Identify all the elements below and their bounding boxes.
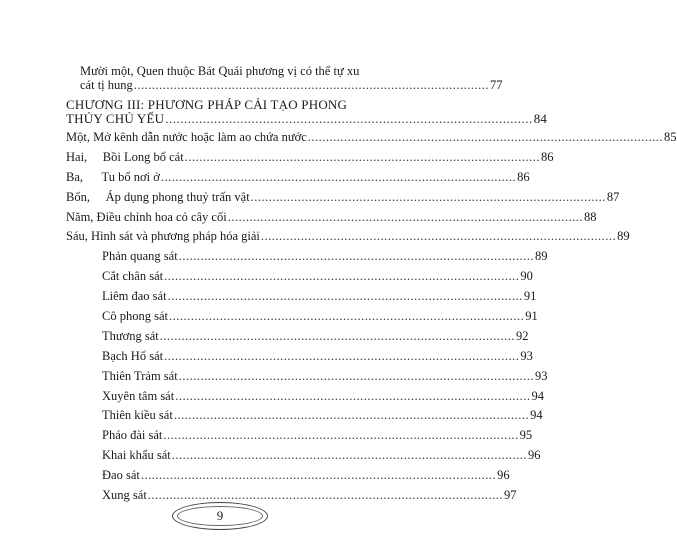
leader-dots: ..................................................................................................: [173, 408, 530, 422]
toc-page-number: 85: [664, 130, 677, 144]
toc-entry-label: cát tị hung: [80, 78, 133, 92]
toc-page-number: 97: [504, 488, 517, 502]
toc-page-number: 86: [540, 150, 554, 164]
toc-page-number: 91: [523, 289, 537, 303]
toc-entry-label: Một, Mở kênh dẫn nước hoặc làm ao chứa nước: [66, 130, 307, 144]
leader-dots: ..................................................................................................: [167, 289, 523, 303]
toc-entry: [66, 190, 620, 204]
toc-entry: [102, 448, 541, 462]
toc-entry: [102, 329, 529, 343]
toc-entry-label: Khai khẩu sát: [102, 448, 171, 462]
toc-entry-label: Cắt chân sát: [102, 269, 164, 283]
toc-entry: [102, 488, 517, 502]
toc-entry: [102, 468, 510, 482]
toc-entry-label: Pháo đài sát: [102, 428, 163, 442]
toc-entry-label: Mười một, Quen thuộc Bát Quái phương vị có thể tự xu: [80, 64, 360, 78]
toc-page-number: 94: [530, 408, 543, 422]
toc-entry-label: Thiên Trảm sát: [102, 369, 178, 383]
toc-entry-label: Bạch Hổ sát: [102, 349, 164, 363]
toc-entry: [102, 309, 538, 323]
toc-page-number: 94: [531, 389, 544, 403]
toc-entry-label: Hai, Bồi Long bổ cát: [66, 150, 184, 164]
leader-dots: ..................................................................................................: [178, 369, 534, 383]
toc-entry: [102, 349, 533, 363]
leader-dots: ..................................................................................................: [159, 329, 516, 343]
toc-page-number: 88: [583, 210, 597, 224]
toc-page-number: 77: [490, 78, 503, 92]
toc-page-number: 91: [525, 309, 538, 323]
toc-page-number: 89: [534, 249, 548, 263]
leader-dots: ..................................................................................................: [163, 428, 519, 442]
toc-entry-label: Phản quang sát: [102, 249, 178, 263]
leader-dots: ..................................................................................................: [168, 309, 525, 323]
toc-page-number: 87: [606, 190, 620, 204]
leader-dots: ..................................................................................................: [133, 78, 490, 92]
toc-entry-label: Cô phong sát: [102, 309, 168, 323]
toc-entry-label: Bốn, Áp dụng phong thuỷ trấn vật: [66, 190, 250, 204]
toc-page-number: 93: [534, 369, 548, 383]
leader-dots: ..................................................................................................: [160, 170, 517, 184]
leader-dots: ..................................................................................................: [227, 210, 583, 224]
toc-entry: [66, 130, 677, 144]
leader-dots: ..................................................................................................: [250, 190, 606, 204]
toc-page-number: 96: [497, 468, 510, 482]
leader-dots: ..................................................................................................: [175, 389, 531, 403]
toc-page-number: 89: [617, 229, 630, 243]
toc-entry: [66, 170, 530, 184]
leader-dots: ..................................................................................................: [184, 150, 540, 164]
toc-entry-label: Sáu, Hình sát và phương pháp hóa giải: [66, 229, 260, 243]
leader-dots: ..................................................................................................: [165, 111, 533, 126]
leader-dots: ..................................................................................................: [147, 488, 504, 502]
toc-entry: [102, 408, 543, 422]
toc-entry-label: Xuyên tâm sát: [102, 389, 175, 403]
leader-dots: ..................................................................................................: [164, 349, 520, 363]
leader-dots: ..................................................................................................: [260, 229, 617, 243]
toc-page-number: 96: [527, 448, 541, 462]
toc-entry: [66, 210, 597, 224]
toc-entry-label: Năm, Điều chỉnh hoa cỏ cây cối: [66, 210, 227, 224]
toc-page-number: 93: [520, 349, 533, 363]
toc-entry-label: Đao sát: [102, 468, 140, 482]
page-number: 9: [216, 508, 224, 523]
leader-dots: ..................................................................................................: [171, 448, 527, 462]
toc-entry: [66, 229, 630, 243]
toc-entry-label: THỦY CHỦ YẾU: [66, 111, 165, 126]
toc-entry: [102, 269, 533, 283]
toc-page-number: 95: [519, 428, 533, 442]
leader-dots: ..................................................................................................: [140, 468, 497, 482]
leader-dots: ..................................................................................................: [178, 249, 534, 263]
toc-page-number: 86: [517, 170, 530, 184]
toc-entry: [66, 150, 554, 164]
toc-entry: [102, 369, 548, 383]
toc-entry-label: Xung sát: [102, 488, 147, 502]
toc-page-number: 92: [516, 329, 529, 343]
toc-entry: [102, 428, 533, 442]
leader-dots: ..................................................................................................: [164, 269, 520, 283]
toc-entry: [102, 289, 537, 303]
toc-chapter-entry: [66, 97, 548, 126]
toc-page-number: 90: [520, 269, 533, 283]
toc-entry: [102, 389, 544, 403]
toc-entry-label: Liêm đao sát: [102, 289, 167, 303]
toc-entry: [102, 249, 548, 263]
toc-entry: [80, 64, 503, 92]
page-number-oval: [172, 502, 268, 530]
leader-dots: ..................................................................................................: [307, 130, 664, 144]
toc-page-number: 84: [533, 111, 548, 126]
toc-entry-label: Ba, Tu bổ nơi ở: [66, 170, 160, 184]
toc-entry-label: CHƯƠNG III: PHƯƠNG PHÁP CẢI TẠO PHONG: [66, 97, 348, 112]
toc-entry-label: Thiên kiều sát: [102, 408, 173, 422]
toc-entry-label: Thương sát: [102, 329, 159, 343]
